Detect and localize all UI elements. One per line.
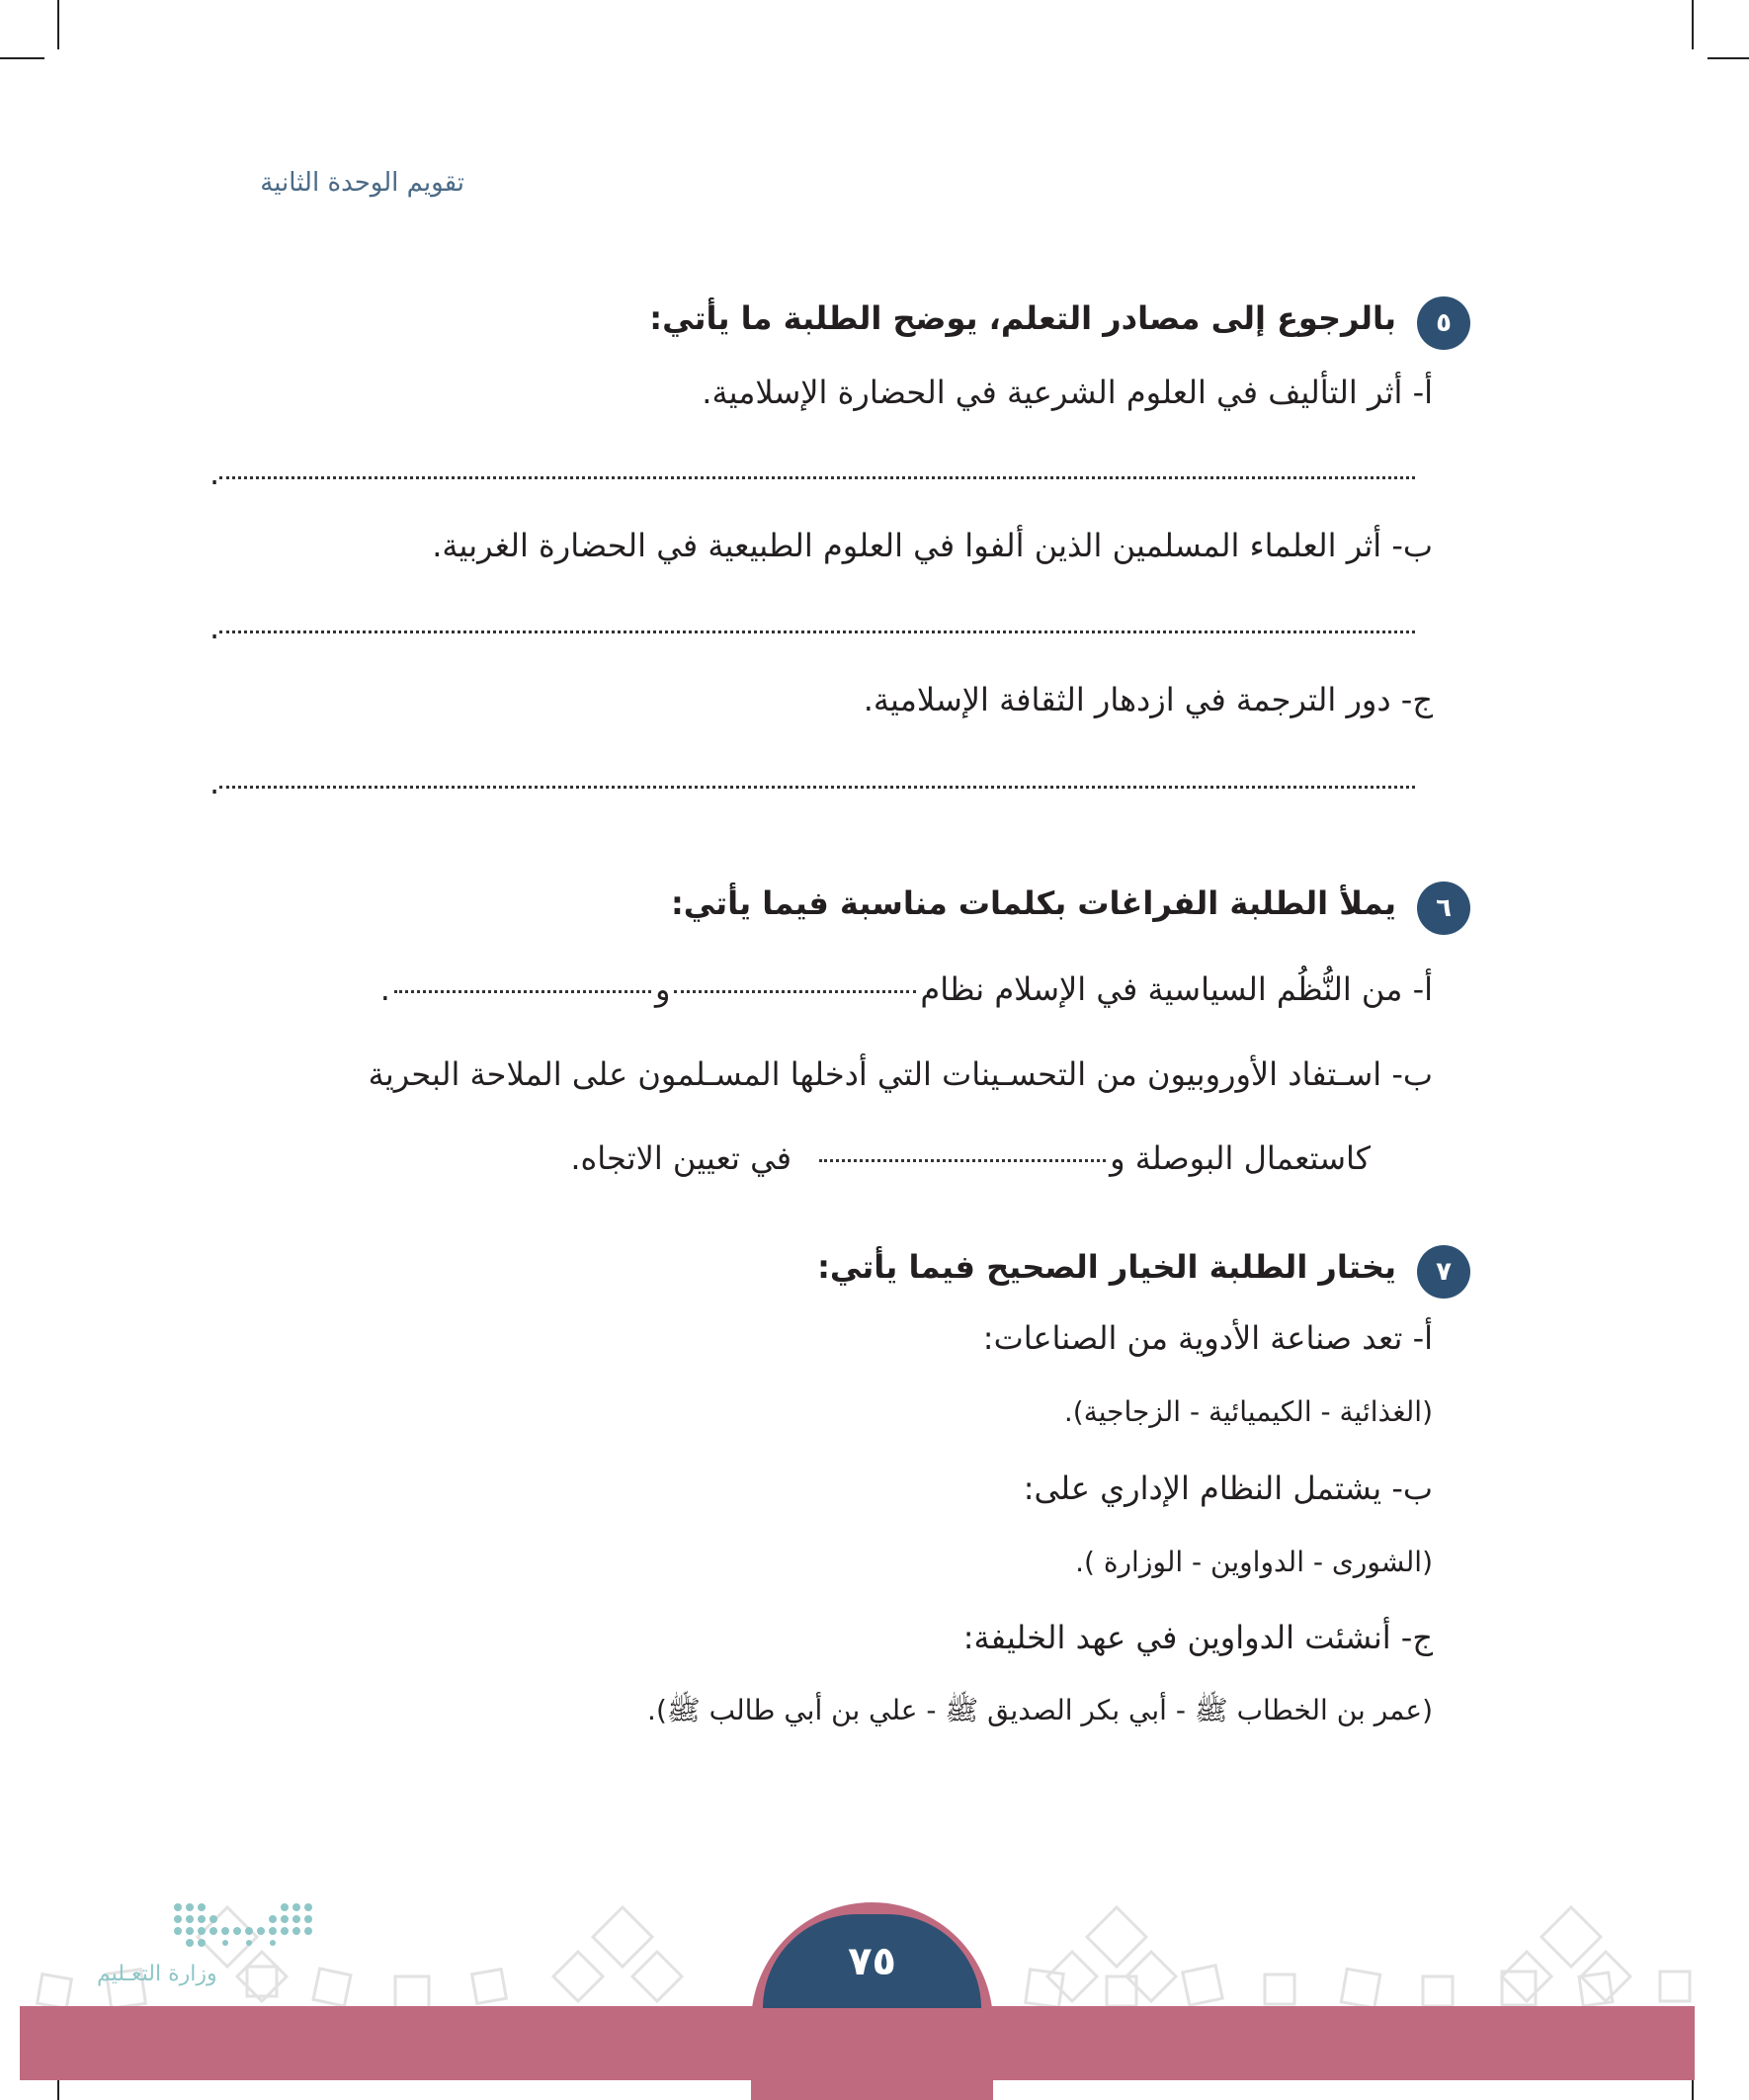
question-6-badge: ٦ [1417, 882, 1470, 935]
crop-mark [1707, 57, 1749, 59]
q7-item-a-question: أ- تعد صناعة الأدوية من الصناعات: [982, 1319, 1433, 1357]
q7-item-b-question: ب- يشتمل النظام الإداري على: [1023, 1470, 1433, 1507]
answer-line[interactable] [219, 786, 1415, 789]
answer-period: . [209, 609, 220, 646]
answer-period: . [209, 455, 220, 492]
q7-item-a-options[interactable]: (الغذائية - الكيميائية - الزجاجية). [1063, 1395, 1433, 1428]
crop-mark [1692, 0, 1694, 49]
footer-band [20, 2006, 1695, 2080]
question-5-badge: ٥ [1417, 296, 1470, 350]
blank-field[interactable] [674, 990, 916, 993]
crop-mark [0, 57, 44, 59]
q6-item-b-start: كاستعمال البوصلة و [1110, 1139, 1371, 1177]
q6-item-b-line2 [570, 1139, 1371, 1177]
unit-title: تقويم الوحدة الثانية [260, 168, 464, 198]
q6-item-a-end: . [379, 970, 390, 1008]
q7-item-b-options[interactable]: (الشورى - الدواوين - الوزارة ). [1075, 1546, 1433, 1578]
crop-mark [57, 0, 59, 49]
question-6-title: يملأ الطلبة الفراغات بكلمات مناسبة فيما يأتي: [670, 884, 1396, 922]
ministry-logo-icon [168, 1897, 326, 1957]
q5-item-a: أ- أثر التأليف في العلوم الشرعية في الحضارة الإسلامية. [702, 374, 1433, 411]
blank-field[interactable] [394, 990, 651, 993]
answer-line[interactable] [219, 630, 1415, 633]
q6-and: و [654, 970, 671, 1008]
answer-period: . [209, 764, 220, 801]
blank-field[interactable] [819, 1159, 1106, 1162]
q6-item-b-line1: ب- اسـتفاد الأوروبيون من التحسـينات التي أدخلها المسـلمون على الملاحة البحرية [368, 1055, 1433, 1093]
q5-item-b: ب- أثر العلماء المسلمين الذين ألفوا في العلوم الطبيعية في الحضارة الغربية. [432, 527, 1433, 564]
q7-item-c-options[interactable]: (عمر بن الخطاب ﷺ - أبي بكر الصديق ﷺ - علي بن أبي طالب ﷺ). [647, 1694, 1433, 1726]
page-number: ٧٥ [763, 1914, 981, 2008]
answer-line[interactable] [219, 476, 1415, 479]
question-5-title: بالرجوع إلى مصادر التعلم، يوضح الطلبة ما يأتي: [649, 299, 1396, 337]
q6-item-b-end: في تعيين الاتجاه. [570, 1139, 792, 1177]
ministry-name: وزارة التعـليم [97, 1962, 217, 1986]
question-7-badge: ٧ [1417, 1245, 1470, 1299]
q5-item-c: ج- دور الترجمة في ازدهار الثقافة الإسلامية. [863, 681, 1433, 718]
q7-item-c-question: ج- أنشئت الدواوين في عهد الخليفة: [962, 1619, 1433, 1656]
q6-item-a-text: أ- من النُّظُم السياسية في الإسلام نظام [920, 970, 1433, 1008]
question-7-title: يختار الطلبة الخيار الصحيح فيما يأتي: [817, 1248, 1396, 1286]
q6-item-a [380, 970, 1433, 1008]
